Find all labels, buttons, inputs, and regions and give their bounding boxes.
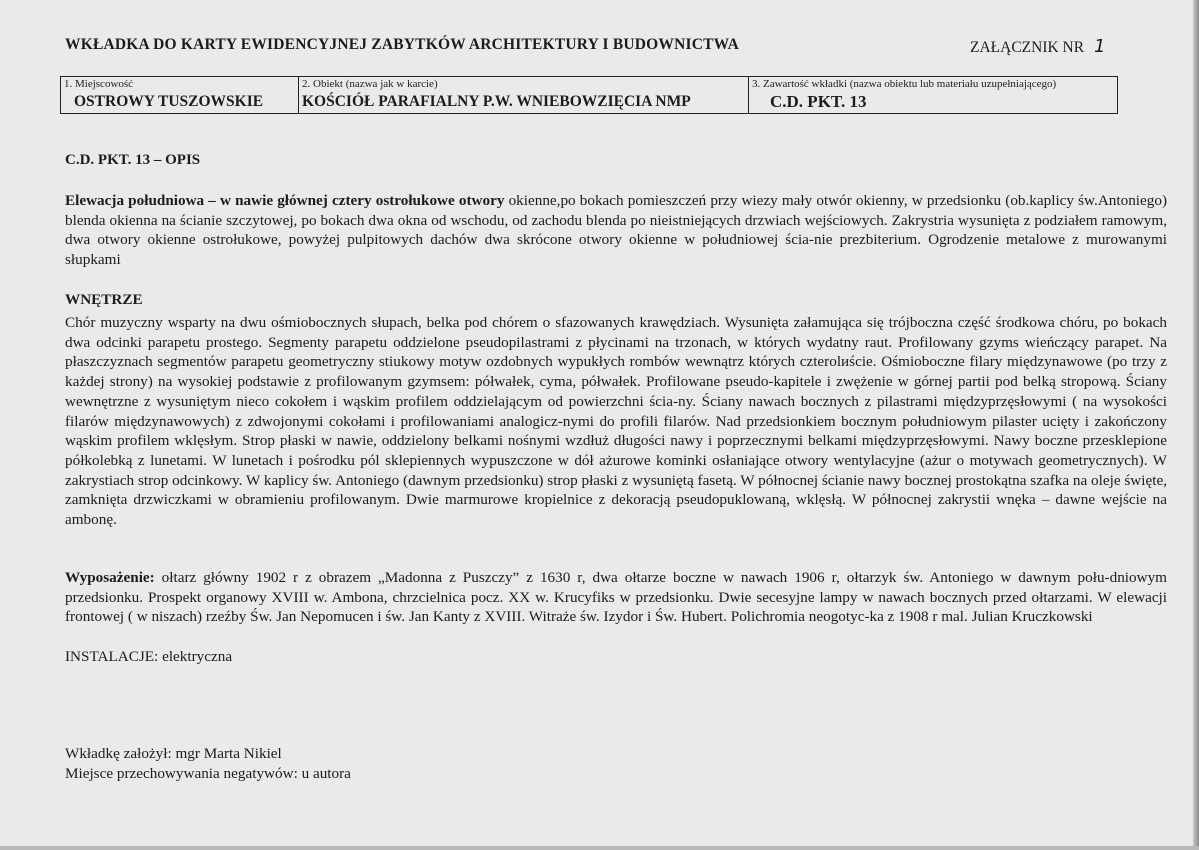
annex-label-text: ZAŁĄCZNIK NR bbox=[970, 39, 1085, 56]
scan-edge-bottom bbox=[0, 846, 1199, 850]
installations-line: INSTALACJE: elektryczna bbox=[65, 648, 233, 665]
field-value: KOŚCIÓŁ PARAFIALNY P.W. WNIEBOWZIĘCIA NMP bbox=[302, 93, 691, 110]
interior-paragraph: Chór muzyczny wsparty na dwu ośmiobocznych słupach, belka pod chórem o sfazowanych krawędziach. Wysunięta załamująca się trójboczna część środkowa chóru, po bokach dwa odcinki parapetu prostego. Segmenty parapetu oddzielone pseudopilastrami z płycinami na trzonach, w których wydatny raut. Profilowany gzyms wieńczący parapet. Na płaszczyznach segmentów parapetu geometryczny stiukowy motyw ozdobnych wypukłych rombów wewnątrz których czterolиście. Ośmioboczne filary międzynawowe (po trzy z każdej strony) na wysokiej podstawie z profilowanym gzymsem: półwałek, cyma, półwałek. Profilowane pseudo-kapitele i zwężenie w górnej partii pod belką stropową. Ściany wewnętrzne z wysuniętym nieco cokołem i wąskim profilem oddzielającym od powierzchni ścia-ny. Ściany nawach bocznych z pilastrami międzyprzęsłowymi ( na wysokości filarów międzynawowych) z zdwojonymi cokołami i profilowaniami analogicz-nymi do profili filarów. Nad przedsionkiem bocznym południowym pilaster ucięty i zakończony wąskim profilem wklęsłym. Strop płaski w nawie, oddzielony belkami nośnymi wzdłuż długości nawy i poprzecznymi belkami międzyprzęsłowymi. Nawy boczne przesklepione półkolebką z lunetami. W lunetach i pośrodku pól sklepiennych wypuszczone w dół ażurowe kominki osłaniające otwory wentylacyjne (ażur o motywach geometrycznych). W zakrystiach strop odcinkowy. W kaplicy św. Antoniego (dawnym przedsionku) strop płaski z wysuniętą fasetą. W północnej ścianie nawy bocznej prostokątna szafka na oleje święte, zamknięta drzwiczkami w obramieniu profilowanym. Dwie marmurowe kropielnice z dekoracją pseudopuklowaną, wklęsłą. W północnej zakrystii wnęka – dawne wejście na ambonę. bbox=[65, 314, 1167, 529]
info-table bbox=[60, 76, 1118, 114]
field-content bbox=[748, 77, 1117, 113]
elevation-text: okienne,po bokach pomieszczeń przy wiezy mały otwór okienny, w przedsionku (ob.kaplicy św.Antoniego) blenda okienna na ścianie szczytowej, po bokach dwa okna od wschodu, od zachodu blenda po nieistniejących drzwiach wejściowych. Zakrystria wysunięta z podziałem ramowym, dwa otwory okienne ostrołukowe, powyżej pulpitowych dachów dwa skrócone otwory okienne w południowej ścia-nie prezbiterium. Ogrodzenie metalowe z murowanymi słupkami bbox=[65, 192, 1167, 269]
field-locality bbox=[61, 77, 298, 113]
scan-edge-right bbox=[1193, 0, 1199, 850]
document-title: WKŁADKA DO KARTY EWIDENCYJNEJ ZABYTKÓW ARCHITEKTURY I BUDOWNICTWA bbox=[65, 36, 740, 53]
author-line: Wkładkę założył: mgr Marta Nikiel bbox=[65, 745, 282, 762]
annex-number: 1 bbox=[1093, 36, 1106, 57]
field-label: 3. Zawartość wkładki (nazwa obiektu lub materiału uzupełniającego) bbox=[752, 78, 1057, 90]
field-label: 1. Miejscowość bbox=[64, 78, 134, 90]
annex-label bbox=[970, 36, 1105, 57]
field-label: 2. Obiekt (nazwa jak w karcie) bbox=[302, 78, 438, 90]
interior-heading: WNĘTRZE bbox=[65, 291, 143, 308]
elevation-lead: Elewacja południowa – w nawie głównej cztery ostrołukowe otwory bbox=[65, 192, 505, 209]
elevation-paragraph bbox=[65, 191, 1167, 270]
negatives-line: Miejsce przechowywania negatywów: u autora bbox=[65, 765, 351, 782]
field-value: C.D. PKT. 13 bbox=[770, 92, 867, 111]
field-object bbox=[298, 77, 748, 113]
equipment-lead: Wyposażenie: bbox=[65, 569, 155, 586]
equipment-text: ołtarz główny 1902 r z obrazem „Madonna z Puszczy” z 1630 r, dwa ołtarze boczne w nawach 1906 r, ołtarzyk św. Antoniego w dawnym połu-dniowym przedsionku. Prospekt organowy XVIII w. Ambona, chrzcielnica pocz. XX w. Krucyfiks w przedsionku. Dwie secesyjne lampy w nawach bocznych przed ołtarzami. W elewacji frontowej ( w niszach) rzeźby Św. Jan Nepomucen i św. Jan Kanty z XVIII. Witraże św. Izydor i Św. Hubert. Polichromia neogotyc-ka z 1908 r mal. Julian Kruczkowski bbox=[65, 569, 1167, 626]
equipment-paragraph bbox=[65, 568, 1167, 627]
field-value: OSTROWY TUSZOWSKIE bbox=[74, 93, 264, 110]
section-title: C.D. PKT. 13 – OPIS bbox=[65, 152, 201, 168]
